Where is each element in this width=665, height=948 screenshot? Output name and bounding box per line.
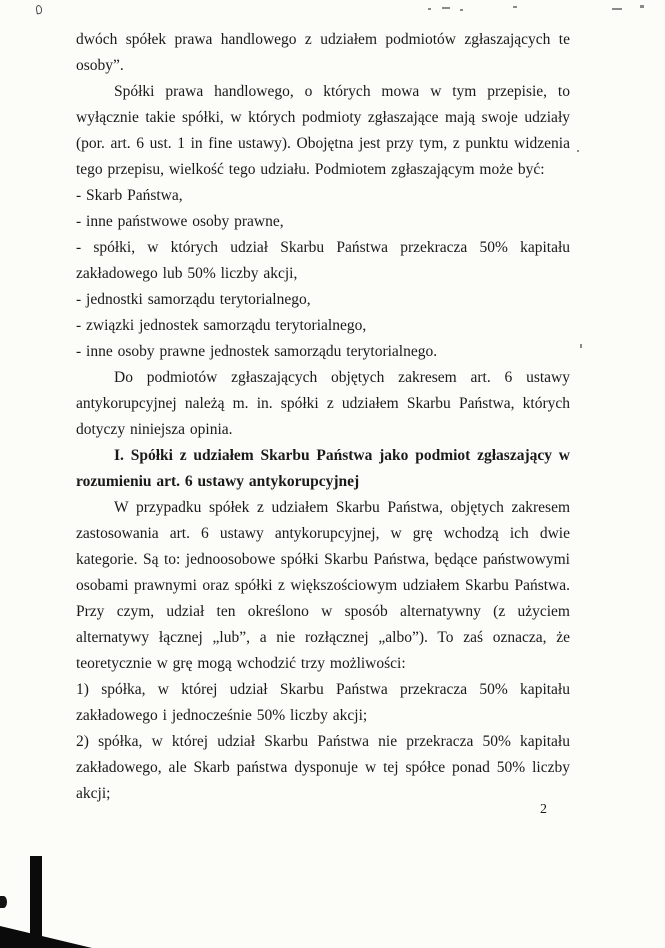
scan-speck	[35, 4, 43, 14]
paragraph: dwóch spółek prawa handlowego z udziałem podmiotów zgłaszających te osoby”.	[76, 31, 570, 74]
scan-speck	[612, 8, 622, 10]
document-body	[76, 27, 570, 807]
scan-speck	[640, 5, 644, 8]
scan-speck	[577, 150, 579, 152]
scan-speck	[580, 344, 582, 348]
list-item: - Skarb Państwa,	[76, 187, 183, 204]
scan-speck	[428, 8, 431, 10]
list-item: - spółki, w których udział Skarbu Państwa przekracza 50% kapitału zakładowego lub 50% liczby akcji,	[76, 239, 570, 282]
scan-speck	[460, 9, 463, 11]
list-item: - inne osoby prawne jednostek samorządu terytorialnego.	[76, 343, 438, 360]
paragraph: Do podmiotów zgłaszających objętych zakresem art. 6 ustawy antykorupcyjnej należą m. in. spółki z udziałem Skarbu Państwa, których dotyczy niniejsza opinia.	[76, 369, 570, 438]
scan-speck	[442, 7, 450, 9]
scan-artifact-corner	[0, 926, 92, 948]
paragraph: Spółki prawa handlowego, o których mowa w tym przepisie, to wyłącznie takie spółki, w których podmioty zgłaszające mają swoje udziały (por. art. 6 ust. 1 in fine ustawy). Obojętna jest przy tym, z punktu widzenia tego przepisu, wielkość tego udziału. Podmiotem zgłaszającym może być:	[76, 83, 570, 178]
paragraph: W przypadku spółek z udziałem Skarbu Państwa, objętych zakresem zastosowania art. 6 ustawy antykorupcyjnej, w grę wchodzą ich dwie kategorie. Są to: jednoosobowe spółki Skarbu Państwa, będące państwowymi osobami prawnymi oraz spółki z większościowym udziałem Skarbu Państwa. Przy czym, udział ten określono w sposób alternatywny (z użyciem alternatywy łącznej „lub”, a nie rozłącznej „albo”). To zaś oznacza, że teoretycznie w grę mogą wchodzić trzy możliwości:	[76, 499, 570, 672]
list-item: - związki jednostek samorządu terytorialnego,	[76, 317, 367, 334]
list-item: - jednostki samorządu terytorialnego,	[76, 291, 311, 308]
numbered-item: 1) spółka, w której udział Skarbu Państwa przekracza 50% kapitału zakładowego i jednocześnie 50% liczby akcji;	[76, 681, 570, 724]
numbered-item: 2) spółka, w której udział Skarbu Państwa nie przekracza 50% kapitału zakładowego, ale Skarb państwa dysponuje w tej spółce ponad 50% liczby akcji;	[76, 733, 570, 802]
scan-artifact-edge-mark	[0, 896, 7, 908]
page-number: 2	[540, 802, 547, 817]
list-item: - inne państwowe osoby prawne,	[76, 213, 284, 230]
scan-speck	[513, 6, 517, 8]
section-heading: I. Spółki z udziałem Skarbu Państwa jako podmiot zgłaszający w rozumieniu art. 6 ustawy antykorupcyjnej	[76, 447, 570, 490]
